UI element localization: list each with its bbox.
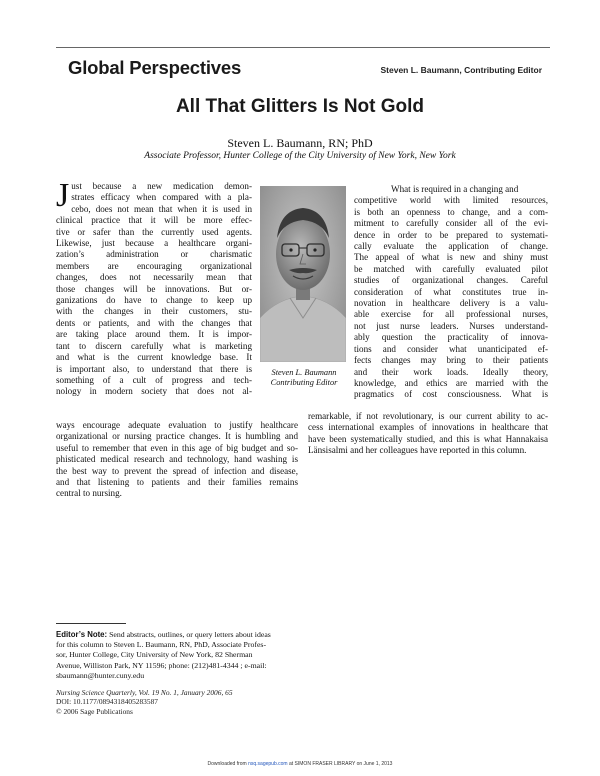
text-line: consideration of what constitutes true in- bbox=[354, 286, 548, 297]
text-line: and their work loads. Ideally theory, bbox=[354, 366, 548, 377]
text-line: tions and consider what unanticipated ef- bbox=[354, 343, 548, 354]
journal-copyright: © 2006 Sage Publications bbox=[56, 706, 133, 716]
text-line: not just nurse leaders. Nurses understand- bbox=[354, 320, 548, 331]
text-line: cebo, does not mean that when it is used in bbox=[71, 203, 252, 214]
article-title: All That Glitters Is Not Gold bbox=[175, 96, 425, 117]
journal-citation: Nursing Science Quarterly, Vol. 19 No. 1, January 2006, 65 bbox=[56, 688, 233, 697]
text-line: able exercise for all professional nurses, bbox=[354, 309, 548, 320]
author-name: Steven L. Baumann, RN; PhD bbox=[227, 136, 373, 150]
contributing-editor-label: Steven L. Baumann, Contributing Editor bbox=[380, 65, 542, 75]
section-title: Global Perspectives bbox=[68, 57, 242, 78]
text-line: ganizations do have to change to keep up bbox=[56, 295, 252, 306]
text-line: The appeal of what is new and shiny must bbox=[354, 252, 548, 263]
text-line: clinical practice that it will be more effec- bbox=[56, 215, 252, 226]
text-line: competitive world with limited resources, bbox=[354, 195, 548, 206]
text-line: knowledge, and ethics are married with the bbox=[354, 377, 548, 388]
text-line: tant to discern carefully what is marketing bbox=[56, 340, 252, 351]
right-column-continued bbox=[308, 411, 548, 457]
journal-doi: DOI: 10.1177/0894318405283587 bbox=[56, 697, 158, 707]
text-line: phisticated medical research and technology, hand washing is bbox=[56, 454, 298, 465]
top-rule bbox=[56, 47, 550, 48]
text-line: Likewise, just because a healthcare organi- bbox=[56, 238, 252, 249]
text-line: mitment to carefully consider all of the evi- bbox=[354, 218, 548, 229]
text-line: fects changes may bring to their patients bbox=[354, 355, 548, 366]
footer-suffix: at SIMON FRASER LIBRARY on June 1, 2013 bbox=[287, 761, 393, 767]
text-line: novation in healthcare delivery is a valu- bbox=[354, 298, 548, 309]
text-line: members are encouraging organizational bbox=[56, 260, 252, 271]
text-line: nology in modern society that does not al- bbox=[56, 386, 252, 397]
text-line: something of a cult of progress and tech- bbox=[56, 374, 252, 385]
text-line: strates efficacy when compared with a pla- bbox=[71, 192, 252, 203]
text-line: tive or safer than the currently used agents. bbox=[56, 226, 252, 237]
note-line: Send abstracts, outlines, or query letters about ideas bbox=[107, 630, 271, 639]
caption-name: Steven L. Baumann bbox=[271, 368, 337, 377]
editors-note-label: Editor’s Note: bbox=[56, 630, 108, 639]
footnote-rule bbox=[56, 623, 126, 624]
left-column-text bbox=[56, 177, 252, 398]
text-line: those changes will be innovations. But or- bbox=[56, 283, 252, 294]
text-line: organizational or nursing practice changes. It is humbling and bbox=[56, 431, 298, 442]
text-line: cally evaluate the application of change. bbox=[354, 241, 548, 252]
left-column-continued bbox=[56, 420, 298, 500]
text-line: remarkable, if not revolutionary, is our current ability to ac- bbox=[308, 411, 548, 421]
text-line: What is required in a changing and bbox=[391, 184, 519, 194]
text-line: dents or patients, and with the changes that bbox=[56, 317, 252, 328]
journal-info bbox=[56, 688, 306, 716]
note-line: for this column to Steven L. Baumann, RN, PhD, Associate Profes- bbox=[56, 640, 267, 650]
text-line: changes, does not necessarily mean that bbox=[56, 272, 252, 283]
text-line: with the changes in their customers, stu- bbox=[56, 306, 252, 317]
drop-cap: J bbox=[56, 177, 70, 214]
text-line: the best way to prevent the spread of infection and disease, bbox=[56, 465, 298, 476]
text-line: central to nursing. bbox=[56, 488, 122, 499]
text-line: are taking place around them. It is impor- bbox=[56, 329, 252, 340]
download-footer bbox=[0, 761, 600, 767]
text-line: studies of organizational changes. Careful bbox=[354, 275, 548, 286]
footer-link[interactable]: nsq.sagepub.com bbox=[248, 761, 288, 767]
text-line: pragmatics of cost consciousness. What is bbox=[354, 389, 548, 400]
text-line: is both an openness to change, and a com- bbox=[354, 206, 548, 217]
footer-prefix: Downloaded from bbox=[207, 761, 249, 767]
text-line: is important also, to understand that there is bbox=[56, 363, 252, 374]
text-line: have been systematically studied, and this is what Hannakaisa bbox=[308, 433, 548, 444]
text-line: be matched with carefully evaluated pilot bbox=[354, 263, 548, 274]
photo-caption bbox=[252, 368, 356, 389]
text-line: and what is the current knowledge base. It bbox=[56, 352, 252, 363]
note-line: sor, Hunter College, City University of New York, 82 Sherman bbox=[56, 650, 253, 660]
text-line: zation’s administration or charismatic bbox=[56, 249, 252, 260]
author-photo bbox=[260, 186, 346, 362]
text-line: cess international examples of innovations in healthcare that bbox=[308, 422, 548, 433]
text-line: dence in order to be prepared to systemati- bbox=[354, 229, 548, 240]
right-column-text bbox=[354, 184, 548, 401]
text-line: and that listening to patients and their families remains bbox=[56, 477, 298, 488]
editors-note bbox=[56, 630, 306, 681]
caption-role: Contributing Editor bbox=[270, 378, 338, 388]
note-line: sbaumann@hunter.cuny.edu bbox=[56, 670, 145, 680]
text-line: useful to remember that even in this age of big budget and so- bbox=[56, 442, 298, 453]
author-affiliation: Associate Professor, Hunter College of the City University of New York, New York bbox=[144, 151, 456, 161]
text-line: Länsisalmi and her colleagues have reported in this column. bbox=[308, 445, 527, 456]
note-line: Avenue, Williston Park, NY 11596; phone: (212)481-4344 ; e-mail: bbox=[56, 660, 267, 670]
text-line: ways encourage adequate evaluation to justify healthcare bbox=[56, 420, 298, 430]
text-line: ust because a new medication demon- bbox=[71, 181, 252, 191]
text-line: ably question the practicality of innova- bbox=[354, 332, 548, 343]
